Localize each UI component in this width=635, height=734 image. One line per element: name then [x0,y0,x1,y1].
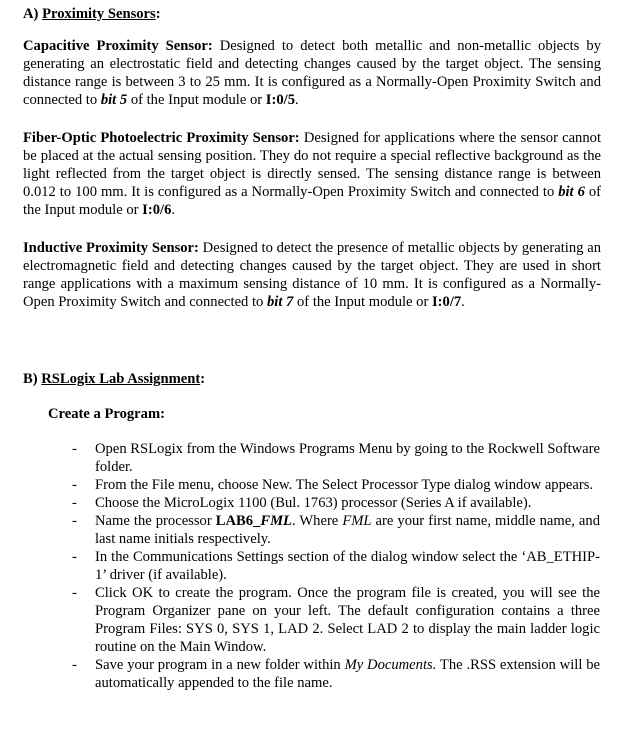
inductive-end: . [461,294,465,310]
list-item [0,494,600,512]
list-item [0,512,600,548]
capacitive-sensor-name: Capacitive Proximity Sensor: [23,38,213,54]
capacitive-bit: bit 5 [100,92,128,108]
step-text: The .RSS extension will be automatically appended to the file name. [95,657,600,691]
capacitive-end: . [294,92,299,108]
list-item [0,548,600,584]
fiber-address: I:0/6 [142,202,172,218]
processor-name-prefix: LAB6_ [215,513,261,529]
section-a-label: A) [23,6,39,22]
inductive-text-2: of the Input module or [293,294,432,310]
step-text: Name the processor [95,513,216,529]
section-a-colon: : [155,6,161,22]
inductive-text: Designed to detect the presence of metallic objects by generating an electromagnetic field and detecting changes caused by the target object. They are used in short range applications with a maximum sensing distance of 10 mm. It is configured as a Normally-Open Proximity Switch and connected to [23,240,601,310]
list-item [0,584,600,656]
fiber-text: Designed for applications where the sensor cannot be placed at the actual sensing position. They do not require a special reflective background as the light reflected from the target object is directly sensed. The sensing distance range is between 0.012 to 100 mm. It is configured as a Normally-Open Proximity Switch and connected to [23,130,601,200]
bullet-dash: - [72,495,77,511]
bullet-dash: - [72,477,77,493]
fiber-end: . [171,202,176,218]
inductive-sensor-paragraph [23,239,601,311]
capacitive-text-2: of the Input module or [127,92,266,108]
step-text: Open RSLogix from the Windows Programs Menu by going to the Rockwell Software folder. [95,441,601,475]
step-text: Choose the MicroLogix 1100 (Bul. 1763) processor (Series A if available). [95,495,532,511]
list-item [0,440,600,476]
processor-name-initials: FML [260,513,292,529]
section-a-heading [23,5,161,23]
capacitive-sensor-paragraph [23,37,601,109]
inductive-sensor-name: Inductive Proximity Sensor: [23,240,199,256]
inductive-bit: bit 7 [267,294,294,310]
section-a-title: Proximity Sensors [42,6,156,22]
section-b-title: RSLogix Lab Assignment [41,371,201,387]
bullet-dash: - [72,441,77,457]
step-text: In the Communications Settings section of the dialog window select the ‘AB_ETHIP-1’ driver (if available). [95,549,600,583]
section-b-label: B) [23,371,38,387]
initials-italic: FML [342,513,372,529]
list-item [0,476,600,494]
capacitive-address: I:0/5 [265,92,295,108]
step-text: Click OK to create the program. Once the program file is created, you will see the Program Organizer pane on your left. The default configuration contains a three Program Files: SYS 0, SYS 1, LAD 2. Select LAD 2 to display the main ladder logic routine on the Main Window. [95,585,600,655]
bullet-dash: - [72,657,77,673]
folder-name-italic: My Documents. [344,657,437,673]
list-item [0,656,600,692]
steps-list [0,440,600,692]
fiber-optic-sensor-paragraph [23,129,601,219]
bullet-dash: - [72,513,77,529]
step-text: . Where [291,513,343,529]
inductive-address: I:0/7 [431,294,462,310]
section-b-heading [23,370,205,388]
bullet-dash: - [72,585,77,601]
capacitive-text: Designed to detect both metallic and non-metallic objects by generating an electrostatic field and detecting changes caused by the target object. The sensing distance range is between 3 to 25 mm. It is configured as a Normally-Open Proximity Switch and connected to [23,38,601,108]
step-text: From the File menu, choose New. The Select Processor Type dialog window appears. [95,477,594,493]
fiber-bit: bit 6 [558,184,585,200]
create-program-heading: Create a Program: [48,406,165,422]
section-b-colon: : [200,371,206,387]
step-text: Save your program in a new folder within [95,657,345,673]
bullet-dash: - [72,549,77,565]
fiber-text-2: of the Input module or [23,184,601,218]
fiber-optic-sensor-name: Fiber-Optic Photoelectric Proximity Sensor: [23,130,300,146]
step-text: are your first name, middle name, and last name initials respectively. [95,513,600,547]
